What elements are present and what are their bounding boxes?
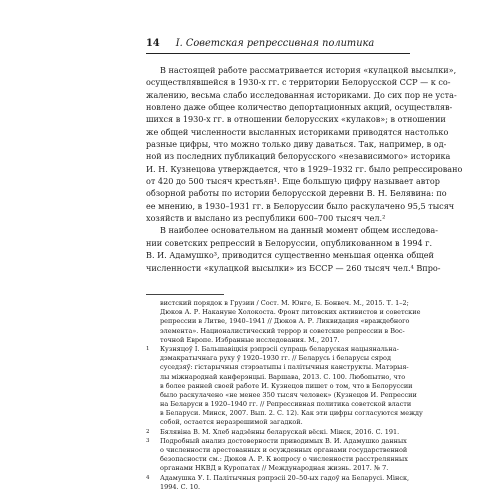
footnote-line xyxy=(146,354,410,363)
body-line: численности «кулацкой высылки» из БССР — 260 тысяч чел.⁴ Впро- xyxy=(146,262,441,273)
footnotes xyxy=(146,299,423,492)
footnote-text: собой, остается неразрешимой загадкой. xyxy=(160,418,303,427)
body-line: В наиболее основательном на данный момент общем исследова- xyxy=(160,225,438,236)
running-header xyxy=(146,38,410,54)
footnote-text: лы міжнароднай канферэнцыі. Варшава, 2013. С. 100. Любопытно, что xyxy=(160,372,406,381)
footnote-text: безопасности см.: Дюков А. Р. К вопросу о численности расстрелянных xyxy=(160,455,408,464)
footnote-separator xyxy=(146,294,224,295)
footnote-line xyxy=(146,455,410,464)
body-line: нии советских репрессий в Белоруссии, опубликованном в 1994 г. xyxy=(146,237,433,248)
footnote-text: дэмакратычнага руху ў 1920–1930 гг. // Беларусь і беларусы сярод xyxy=(160,354,391,363)
body-line: разные цифры, что можно только диву даваться. Так, например, в од- xyxy=(146,139,447,150)
footnote-text: Дюков А. Р. Накануне Холокоста. Фронт литовских активистов и советские xyxy=(160,308,421,317)
footnote-mark: 1 xyxy=(146,345,150,352)
footnote-line xyxy=(146,299,410,308)
running-title: I. Советская репрессивная политика xyxy=(175,38,375,49)
page-number: 14 xyxy=(146,38,160,49)
footnote-line xyxy=(146,400,410,409)
footnote-mark: 2 xyxy=(146,428,150,435)
body-line: осуществлявшейся в 1930-х гг. с территории Белорусской ССР — к со- xyxy=(146,77,451,88)
footnote-text: в Беларуси. Минск, 2007. Вып. 2. С. 12). Как эти цифры согласуются между xyxy=(160,409,423,418)
footnote-text: вистский порядок в Грузии / Сост. М. Юнге, Б. Бонвеч. М., 2015. Т. 1–2; xyxy=(160,299,409,307)
footnote-text: было раскулачено «не менее 350 тысяч человек» (Кузнецов И. Репрессии xyxy=(160,390,417,399)
footnote-text: в более ранней своей работе И. Кузнецов пишет о том, что в Белоруссии xyxy=(160,381,413,390)
footnote-line xyxy=(146,363,410,372)
footnote-text: Подробный анализ достоверности приводимых В. И. Адамушко данных xyxy=(160,436,407,445)
footnote-line xyxy=(146,345,410,354)
footnote-line xyxy=(146,373,410,382)
footnote-text: о численности арестованных и осужденных органами государственной xyxy=(160,446,408,454)
body-line: шихся в 1930-х гг. в отношении белорусских «кулаков»; в отношении xyxy=(146,114,446,125)
footnote-line xyxy=(146,483,410,492)
footnote-text: Бялявіна В. М. Хлеб надзённы беларускай вёскі. Мінск, 2016. С. 191. xyxy=(160,427,400,436)
main-text xyxy=(146,64,463,274)
body-line: ной из последних публикаций белорусского «независимого» историка xyxy=(146,151,451,162)
footnote-line xyxy=(146,390,417,400)
footnote-text: 1994. С. 10. xyxy=(160,482,201,491)
body-line: обзорной работы по истории белорусской деревни В. Н. Белявина: по xyxy=(146,188,447,199)
footnote-line xyxy=(146,317,410,326)
footnote-line xyxy=(146,418,410,427)
footnote-line xyxy=(146,336,410,345)
footnote-line xyxy=(146,464,410,473)
body-line: В. И. Адамушко³, приводится существенно меньшая оценка общей xyxy=(146,250,434,261)
body-line: В настоящей работе рассматривается история «кулацкой высылки», xyxy=(160,65,457,75)
footnote-line xyxy=(146,409,423,418)
footnote-text: Адамушка У. І. Палітычныя рэпрэсіі 20–50-ых гадоў на Беларусі. Мінск, xyxy=(160,473,410,482)
footnote-text: суседзяў: гістарычныя стэрэатыпы і палітычныя канструкты. Матэрыя- xyxy=(160,363,409,372)
footnote-mark: 3 xyxy=(146,437,150,444)
footnote-text: на Беларуси в 1920–1940 гг. // Репрессивная политика советской власти xyxy=(160,400,412,409)
body-line: же общей численности высланных историками приводятся настолько xyxy=(146,126,449,137)
footnote-mark: 4 xyxy=(146,474,150,481)
footnote-line xyxy=(146,381,413,391)
body-line: от 420 до 500 тысяч крестьян¹. Еще большую цифру называет автор xyxy=(146,176,440,187)
footnote-text: точной Европе. Избранные исследования. М., 2017. xyxy=(160,335,340,344)
footnote-line xyxy=(146,474,410,483)
footnote-line xyxy=(146,327,410,336)
body-line: жалению, весьма слабо исследованная историками. До сих пор не уста- xyxy=(146,89,457,100)
footnote-line xyxy=(146,437,410,446)
footnote-text: репрессии в Литве, 1940–1941 // Дюков А. Р. Ликвидация «враждебного xyxy=(160,317,410,326)
footnote-text: Кузняцоў І. Бальшавіцкія рэпрэсіі супраць беларуская нацыянальна- xyxy=(160,344,399,353)
body-line: хозяйств и выслано из республики 600–700 тысяч чел.² xyxy=(146,213,386,224)
footnote-line xyxy=(146,428,410,437)
body-line: новлено даже общее количество депортационных акций, осуществляв- xyxy=(146,102,453,113)
footnote-line xyxy=(146,308,421,317)
body-line: ее мнению, в 1930–1931 гг. в Белоруссии было раскулачено 95,5 тысяч xyxy=(146,200,455,211)
header-rule xyxy=(146,53,410,54)
footnote-text: элемента». Националистический террор и советские репрессии в Вос- xyxy=(160,326,405,335)
footnote-text: органами НКВД в Куропатах // Международная жизнь. 2017. № 7. xyxy=(160,464,389,473)
footnote-line xyxy=(146,446,410,455)
body-line: И. Н. Кузнецова утверждается, что в 1929–1932 гг. было репрессировано xyxy=(146,163,463,174)
